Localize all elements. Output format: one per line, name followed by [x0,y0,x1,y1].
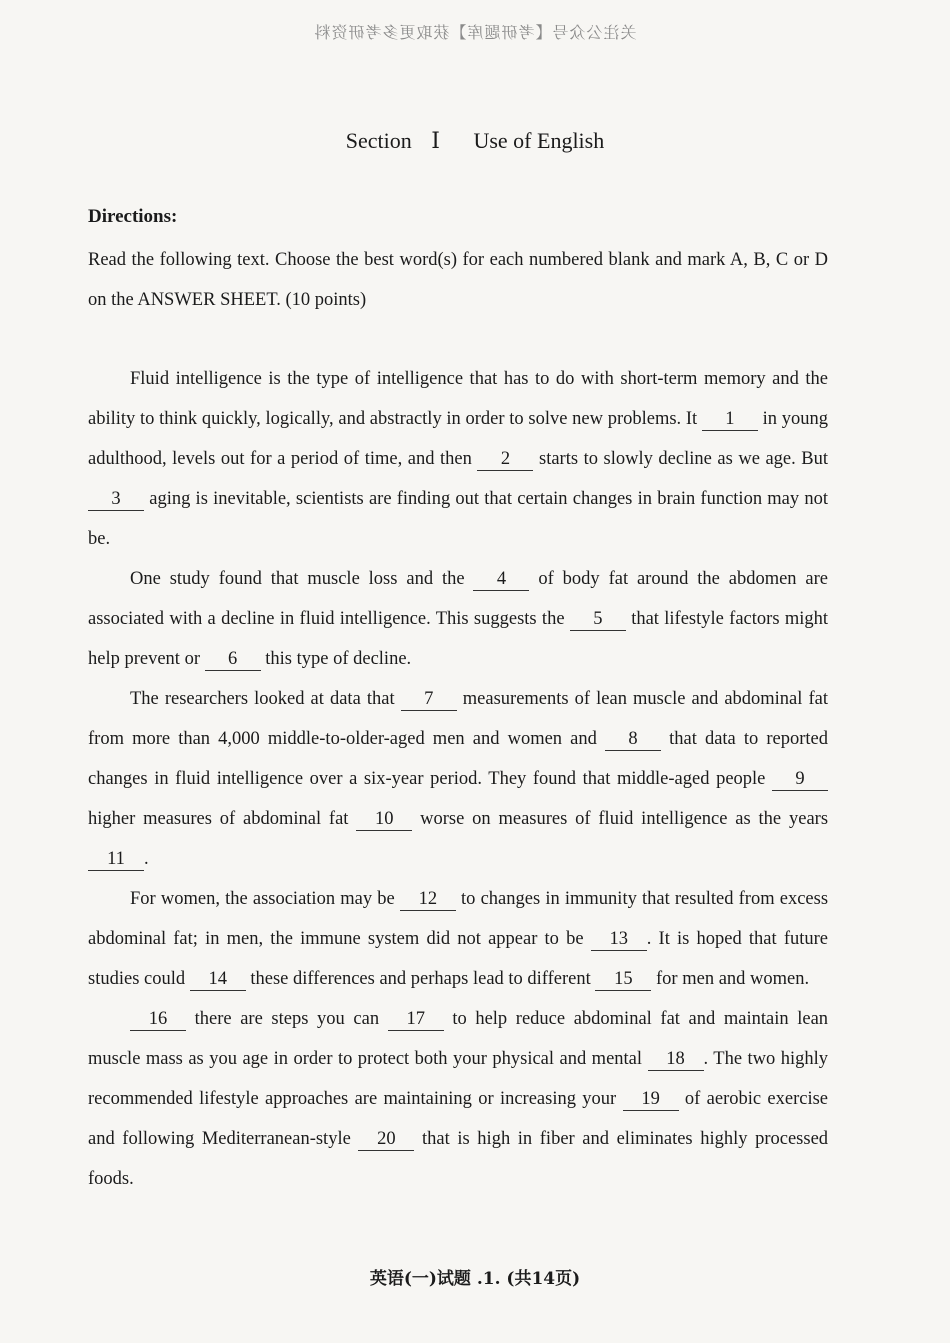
directions-label: Directions: [88,206,178,227]
text-segment: aging is inevitable, scientists are finding out that certain changes in brain function may not be. [88,489,829,549]
blank-1: 1 [702,408,758,431]
text-segment: of body fat around the abdomen are associated with a decline in fluid intelligence. This suggests the [88,569,829,629]
paragraph-1 [88,359,828,559]
blank-4: 4 [473,568,529,591]
blank-11: 11 [88,848,144,871]
blank-8: 8 [605,728,661,751]
text-segment: for men and women. [656,969,810,989]
page-footer: 英语(一)试题 .1. (共14页) [369,1269,581,1289]
blank-5: 5 [570,608,626,631]
text-segment: that lifestyle factors might help prevent or [88,609,829,669]
section-label: Section [345,128,412,153]
passage [88,359,828,1199]
text-segment: to help reduce abdominal fat and maintain lean muscle mass as you age in order to protect both your physical and mental [88,1009,829,1069]
text-segment: For women, the association may be [130,889,395,909]
text-segment: higher measures of abdominal fat [88,809,349,829]
text-segment: these differences and perhaps lead to different [250,969,591,989]
blank-9: 9 [772,768,828,791]
text-segment: of aerobic exercise and following Mediterranean-style [88,1089,829,1149]
paragraph-3 [88,679,828,879]
text-segment: worse on measures of fluid intelligence as the years [420,809,829,829]
paragraph-2 [88,559,828,679]
text-segment: . [144,849,149,869]
blank-20: 20 [358,1128,414,1151]
blank-19: 19 [623,1088,679,1111]
text-segment: starts to slowly decline as we age. But [539,449,829,469]
directions-paragraph: Read the following text. Choose the best word(s) for each numbered blank and mark A, B, C or D on the ANSWER SHEET. (10 points) [88,250,828,310]
blank-16: 16 [130,1008,186,1031]
text-segment: to changes in immunity that resulted from excess abdominal fat; in men, the immune system did not appear to be [88,889,829,949]
text-segment: . The two highly recommended lifestyle approaches are maintaining or increasing your [88,1049,829,1109]
text-segment: . It is hoped that future studies could [88,929,829,989]
blank-3: 3 [88,488,144,511]
text-segment: this type of decline. [265,649,412,669]
section-number: Ⅰ [431,128,440,153]
blank-14: 14 [190,968,246,991]
blank-15: 15 [595,968,651,991]
blank-13: 13 [591,928,647,951]
text-segment: measurements of lean muscle and abdominal fat from more than 4,000 middle-to-older-aged men and women and [88,689,828,749]
section-name: Use of English [473,128,605,153]
text-segment: Fluid intelligence is the type of intelligence that has to do with short-term memory and the ability to think quickly, logically, and abstractly in order to solve new problems. It [88,369,828,429]
text-segment: there are steps you can [194,1009,380,1029]
watermark: 关注公众号【考研题库】获取更多考研资料 [313,23,637,42]
text-segment: The researchers looked at data that [130,689,395,709]
blank-2: 2 [477,448,533,471]
text-segment: in young adulthood, levels out for a period of time, and then [88,409,828,469]
blank-17: 17 [388,1008,444,1031]
blank-7: 7 [401,688,457,711]
text-segment: One study found that muscle loss and the [130,569,465,589]
blank-6: 6 [205,648,261,671]
directions-text [88,240,828,320]
blank-18: 18 [648,1048,704,1071]
paragraph-4 [88,879,828,999]
paragraph-5 [88,999,828,1199]
text-segment: that is high in fiber and eliminates highly processed foods. [88,1129,829,1189]
blank-12: 12 [400,888,456,911]
section-title [0,128,950,154]
text-segment: that data to reported changes in fluid intelligence over a six-year period. They found that middle-aged people [88,729,828,789]
blank-10: 10 [356,808,412,831]
